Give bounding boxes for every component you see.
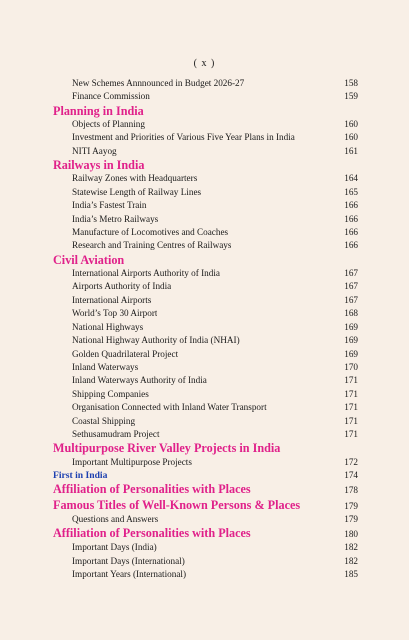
toc-page-number: 185	[344, 569, 358, 580]
table-of-contents	[53, 77, 358, 582]
toc-entry	[53, 226, 358, 239]
toc-entry	[53, 388, 358, 401]
toc-page-number: 171	[344, 375, 358, 386]
toc-entry	[53, 568, 358, 581]
toc-title: Affiliation of Personalities with Places	[53, 526, 251, 541]
toc-page-number: 174	[344, 469, 358, 480]
toc-title: India’s Metro Railways	[72, 213, 159, 224]
toc-page-number: 180	[344, 529, 358, 540]
toc-entry	[53, 456, 358, 469]
toc-entry	[53, 267, 358, 280]
toc-title: Important Days (International)	[72, 555, 185, 566]
toc-page-number: 167	[344, 268, 358, 279]
toc-page-number: 169	[344, 321, 358, 332]
toc-page-number: 168	[344, 308, 358, 319]
toc-entry	[53, 294, 358, 307]
toc-page-number: 171	[344, 428, 358, 439]
toc-section-heading	[53, 469, 358, 482]
toc-page-number: 179	[344, 513, 358, 524]
toc-entry	[53, 401, 358, 414]
toc-entry	[53, 118, 358, 131]
toc-page-number: 178	[344, 485, 358, 496]
toc-title: Inland Waterways Authority of India	[72, 375, 207, 386]
toc-title: Important Years (International)	[72, 569, 187, 580]
toc-entry	[53, 131, 358, 144]
toc-page-number: 161	[344, 145, 358, 156]
toc-page-number: 167	[344, 294, 358, 305]
toc-title: Important Multipurpose Projects	[72, 456, 192, 467]
toc-entry	[53, 145, 358, 158]
toc-title: World’s Top 30 Airport	[72, 308, 158, 319]
toc-title: Planning in India	[53, 103, 144, 118]
toc-entry	[53, 428, 358, 441]
toc-title: Multipurpose River Valley Projects in India	[53, 441, 281, 456]
toc-page-number: 166	[344, 200, 358, 211]
toc-title: Inland Waterways	[72, 361, 139, 372]
toc-section-heading	[53, 158, 358, 172]
toc-entry	[53, 555, 358, 568]
toc-page-number: 179	[344, 500, 358, 511]
toc-title: Golden Quadrilateral Project	[72, 348, 179, 359]
toc-entry	[53, 186, 358, 199]
toc-section-heading	[53, 498, 358, 513]
toc-section-heading	[53, 104, 358, 118]
toc-entry	[53, 77, 358, 90]
toc-page-number: 164	[344, 173, 358, 184]
toc-title: NITI Aayog	[72, 145, 117, 156]
toc-entry	[53, 361, 358, 374]
page-number: ( x )	[193, 58, 216, 69]
toc-title: Objects of Planning	[72, 119, 145, 130]
toc-section-heading	[53, 441, 358, 455]
toc-title: First in India	[53, 469, 108, 481]
toc-section-heading	[53, 482, 358, 497]
toc-page-number: 182	[344, 555, 358, 566]
toc-entry	[53, 239, 358, 252]
toc-entry	[53, 213, 358, 226]
toc-title: New Schemes Annnounced in Budget 2026-27	[72, 78, 245, 88]
toc-page-number: 160	[344, 132, 358, 143]
toc-title: Affiliation of Personalities with Places	[53, 482, 251, 497]
toc-title: Investment and Priorities of Various Five Year Plans in India	[72, 132, 295, 143]
toc-page-number: 160	[344, 119, 358, 130]
toc-title: Shipping Companies	[72, 388, 149, 399]
toc-entry	[53, 513, 358, 526]
toc-entry	[53, 374, 358, 387]
toc-entry	[53, 280, 358, 293]
toc-entry	[53, 415, 358, 428]
toc-title: Railways in India	[53, 158, 145, 173]
toc-title: National Highways	[72, 321, 144, 332]
toc-title: Manufacture of Locomotives and Coaches	[72, 227, 229, 238]
toc-title: Airports Authority of India	[72, 281, 172, 292]
toc-entry	[53, 541, 358, 554]
toc-title: International Airports Authority of India	[72, 268, 220, 279]
toc-page-number: 169	[344, 335, 358, 346]
toc-page-number: 166	[344, 213, 358, 224]
toc-page-number: 158	[344, 78, 358, 88]
toc-page-number: 166	[344, 240, 358, 251]
toc-title: Research and Training Centres of Railways	[72, 240, 232, 251]
toc-page-number: 159	[344, 91, 358, 102]
toc-title: National Highway Authority of India (NHAI)	[72, 335, 240, 346]
toc-page-number: 169	[344, 348, 358, 359]
toc-entry	[53, 90, 358, 103]
toc-entry	[53, 334, 358, 347]
toc-section-heading	[53, 253, 358, 267]
toc-entry	[53, 321, 358, 334]
toc-page-number: 172	[344, 456, 358, 467]
toc-page-number: 170	[344, 361, 358, 372]
toc-title: India’s Fastest Train	[72, 200, 147, 211]
toc-page-number: 182	[344, 542, 358, 553]
toc-title: Civil Aviation	[53, 252, 125, 267]
toc-entry	[53, 307, 358, 320]
toc-title: Coastal Shipping	[72, 415, 136, 426]
toc-title: Questions and Answers	[72, 513, 159, 524]
toc-page-number: 171	[344, 402, 358, 413]
toc-title: Railway Zones with Headquarters	[72, 173, 198, 184]
toc-entry	[53, 172, 358, 185]
toc-title: Sethusamudram Project	[72, 428, 160, 439]
toc-page-number: 171	[344, 415, 358, 426]
toc-page-number: 171	[344, 388, 358, 399]
toc-entry	[53, 348, 358, 361]
toc-title: Famous Titles of Well-Known Persons & Places	[53, 497, 301, 512]
toc-section-heading	[53, 526, 358, 541]
toc-page-number: 165	[344, 186, 358, 197]
toc-title: Finance Commission	[72, 91, 150, 102]
toc-entry	[53, 199, 358, 212]
toc-title: Organisation Connected with Inland Water Transport	[72, 402, 267, 413]
toc-title: International Airports	[72, 294, 152, 305]
toc-title: Statewise Length of Railway Lines	[72, 186, 202, 197]
toc-page-number: 167	[344, 281, 358, 292]
toc-page-number: 166	[344, 227, 358, 238]
toc-title: Important Days (India)	[72, 542, 157, 553]
